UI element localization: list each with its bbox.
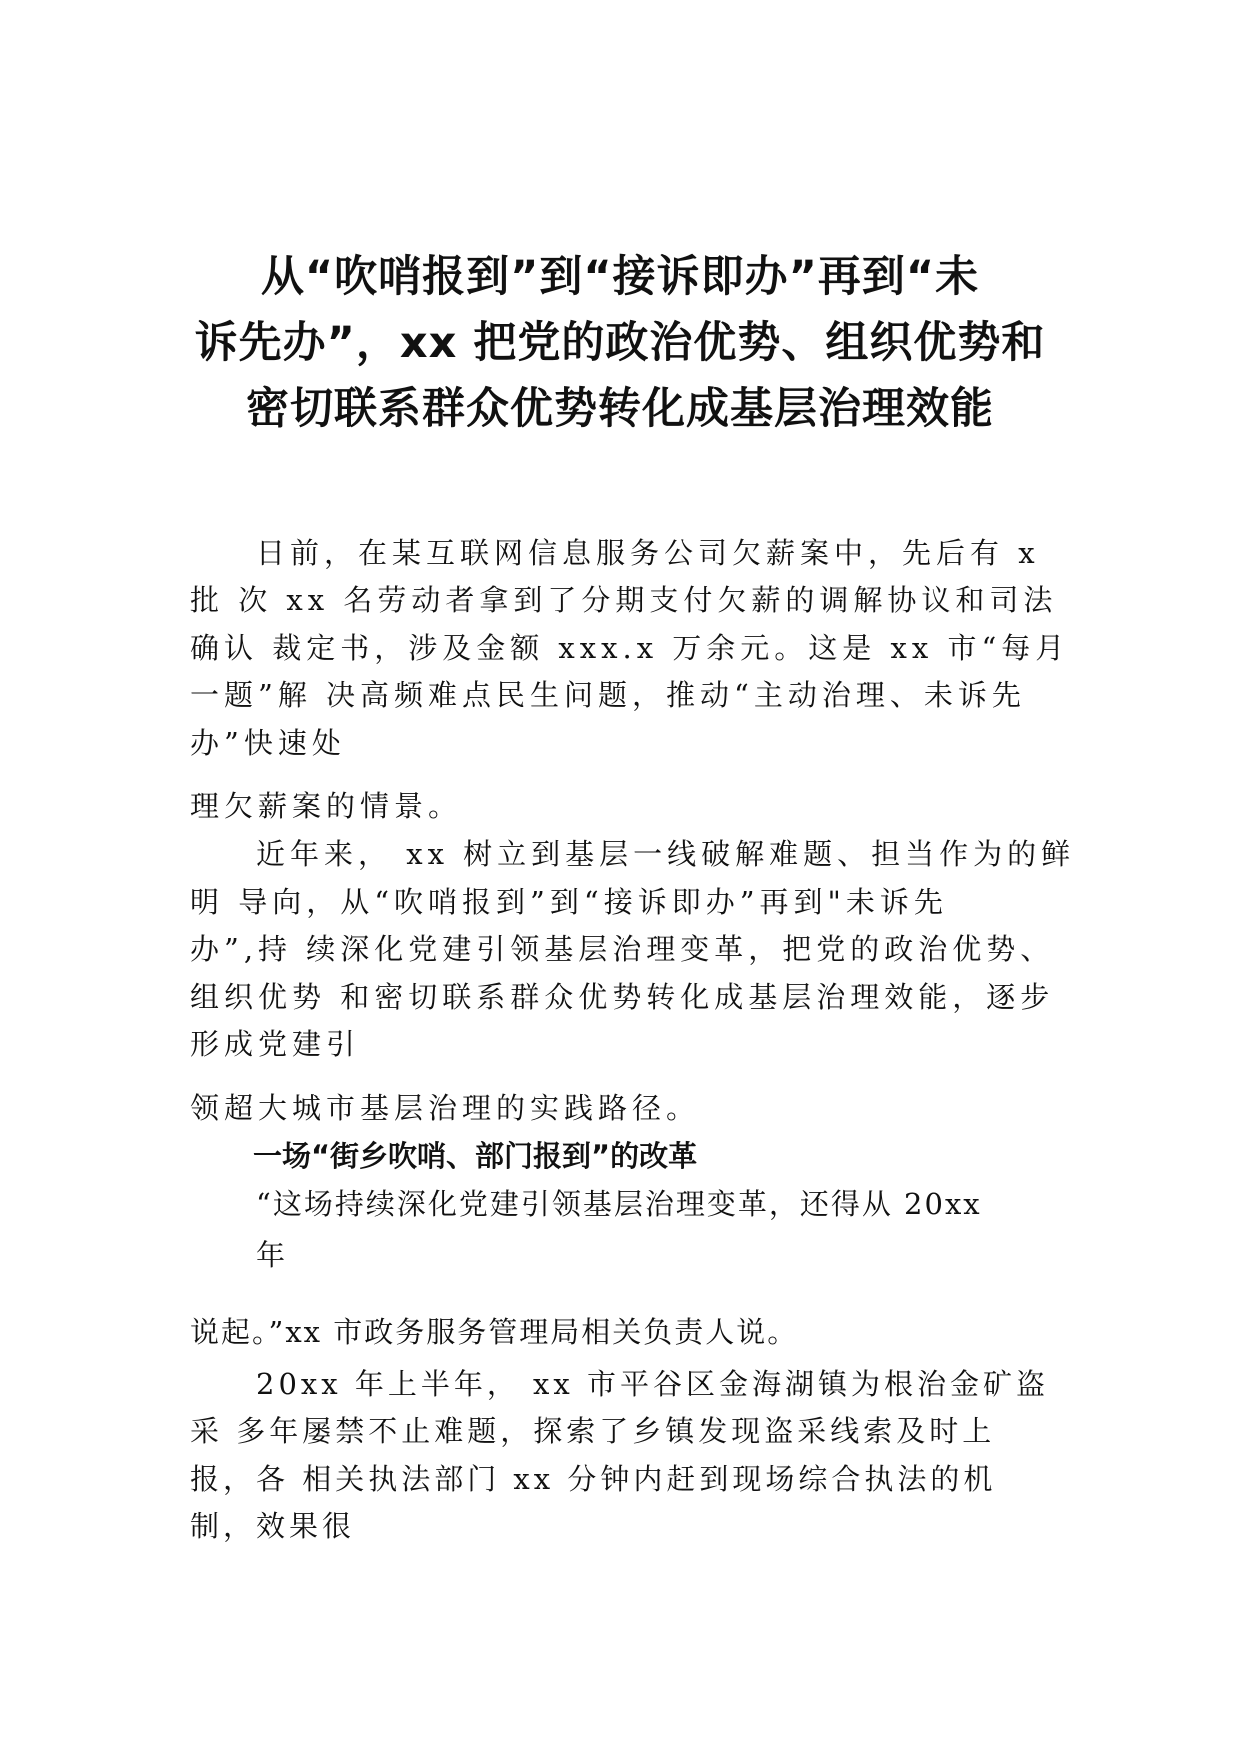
paragraph-line: 明 导向，从“吹哨报到”到“接诉即办”再到"未诉先	[190, 885, 948, 919]
paragraph-line: 20xx 年上半年， xx 市平谷区金海湖镇为根治金矿盗	[256, 1367, 1049, 1401]
paragraph-line: 确认 裁定书，涉及金额 xxx.x 万余元。这是 xx 市“每月	[190, 631, 1070, 665]
document-title	[160, 244, 1080, 442]
paragraph-line: 说起。”xx 市政务服务管理局相关负责人说。	[190, 1315, 799, 1349]
paragraph-line: 批 次 xx 名劳动者拿到了分期支付欠薪的调解协议和司法	[190, 583, 1058, 617]
paragraph-line: 一题”解 决高频难点民生问题，推动“主动治理、未诉先	[190, 678, 1026, 712]
title-line: 从“吹哨报到”到“接诉即办”再到“未	[260, 252, 980, 302]
paragraph-line: 采 多年屡禁不止难题，探索了乡镇发现盗采线索及时上	[190, 1414, 996, 1448]
paragraph-line: 领超大城市基层治理的实践路径。	[190, 1091, 701, 1125]
paragraph-line: 年	[256, 1238, 291, 1272]
paragraph-line: 报，各 相关执法部门 xx 分钟内赶到现场综合执法的机	[190, 1462, 997, 1496]
paragraph-line: 办”,持 续深化党建引领基层治理变革，把党的政治优势、	[190, 932, 1055, 966]
paragraph-line: 制，效果很	[190, 1509, 356, 1543]
title-line: 诉先办”，xx 把党的政治优势、组织优势和	[194, 318, 1046, 368]
paragraph-line: 办”快速处	[190, 726, 346, 760]
section-heading: 一场“街乡吹哨、部门报到”的改革	[253, 1139, 698, 1173]
title-line: 密切联系群众优势转化成基层治理效能	[246, 384, 994, 434]
paragraph-line: 组织优势 和密切联系群众优势转化成基层治理效能，逐步	[190, 980, 1055, 1014]
paragraph-line: 形成党建引	[190, 1027, 361, 1061]
paragraph-line: 日前，在某互联网信息服务公司欠薪案中，先后有 x	[256, 536, 1040, 570]
paragraph-line: 近年来， xx 树立到基层一线破解难题、担当作为的鲜	[256, 837, 1076, 871]
paragraph-line: “这场持续深化党建引领基层治理变革，还得从 20xx	[256, 1187, 982, 1221]
paragraph-line: 理欠薪案的情景。	[190, 789, 463, 823]
